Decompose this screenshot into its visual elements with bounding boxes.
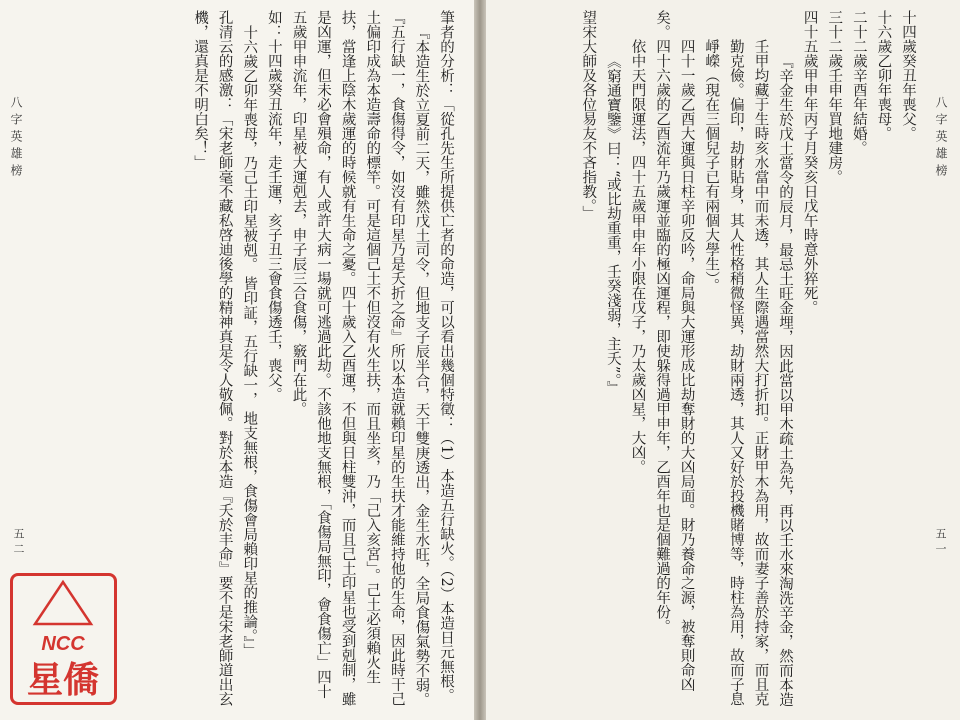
running-head-right: 八字英雄榜: [934, 96, 948, 181]
stamp-brand-zh: 星僑: [26, 660, 100, 701]
ncc-logo-icon: [13, 576, 114, 702]
right-page-text: [524, 10, 920, 710]
left-page: [0, 0, 474, 720]
page-number-left: 五二: [12, 528, 25, 558]
right-page: [486, 0, 960, 720]
stamp-brand-en: NCC: [41, 633, 85, 655]
luck-cycle-analysis: 四十一歲乙酉大運與日柱辛卯反吟，命局與大運形成比劫奪財的大凶局面。財乃養命之源，被奪則命凶矣。四十六歲的乙酉流年乃歲運並臨的極凶運程，即使躲得過甲申年，乙酉年也是個難過的年份。: [654, 10, 695, 692]
life-event-5: 四十五歲甲申年丙子月癸亥日戊午時意外猝死。: [801, 10, 818, 315]
life-event-4: 三十二歲壬申年買地建房。: [826, 10, 843, 184]
analysis-conclusion: 十六歲乙卯年喪母，乃己土印星被剋。 皆印証，五行缺一， 地支無根，食傷會局賴印星的推論。』」: [241, 24, 258, 658]
closing-request: 望宋大師及各位易友不吝指教。」: [580, 10, 597, 221]
chart-reading: 『辛金生於戊土當令的辰月，最忌土旺金埋，因此當以甲木疏土為先，再以壬水來淘洗辛金，然而本造壬甲均藏于生時亥水當中而未透，其人生際遇當然大打折扣。正財甲木為用，故而妻子善於持家，而且克勤克儉。偏印，劫財貼身，其人性格稍微怪異，劫財兩透，其人又好於投機賭博等，時柱為用，故而子息崢嶸（現在三個兒子已有兩個大學生）。: [703, 39, 794, 706]
book-gutter: [474, 0, 486, 720]
life-event-1: 十四歲癸丑年喪父。: [900, 10, 916, 141]
classic-quote: 《窮通寶鑒》曰：“或比劫重重，壬癸淺弱，主夭”。』: [604, 53, 621, 395]
analysis-example: 如：十四歲癸丑流年，走壬運，亥子丑三會食傷透壬，喪父。: [265, 10, 282, 402]
reader-thanks: 孔清云的感激：「宋老師毫不藏私啓迪後學的精神真是令人敬佩。對於本造『夭於丰命』要不是宋老師道出玄機，還真是不明白矣！」: [192, 10, 233, 706]
life-event-3: 二十二歲辛酉年結婚。: [850, 10, 867, 155]
minor-limit-method: 依中天門限運法，四十五歲甲申年小限在戊子，乃太歲凶星，大凶。: [629, 39, 646, 474]
running-head-left: 八字英雄榜: [9, 96, 23, 181]
life-event-2: 十六歲乙卯年喪母。: [875, 10, 892, 141]
ncc-logo-stamp: [10, 573, 117, 705]
analysis-body: 『本造生於立夏前二天，雖然戊土司令，但地支子辰半合，天干雙庚透出，金生水旺，全局食傷氣勢不弱。『五行缺一，食傷得令，如沒有印星乃是夭折之命』所以本造就賴印星的生扶才能維持他的生命，因此時干己土偏印成為本造壽命的標竿。可是這個己土不但沒有火生扶，而且坐亥，乃「己入亥宮」。己土必須賴火生扶，當逢上陰木歲運的時候就有生命之憂。四十歲入乙酉運，不但與日柱雙沖，而且己土印星也受到剋制，雖是凶運，但未必會殞命，有人或許大病一場就可逃過此劫。不該他地支無根，「食傷局無印，會食傷亡」四十五歲甲申流年，印星被大運剋去，申子辰三合食傷，竅門在此。: [290, 10, 430, 706]
page-number-right: 五一: [934, 528, 947, 558]
analysis-intro: 筆者的分析：「從孔先生所提供亡者的命造，可以看出幾個特徵：（1）本造五行缺火。（2）本造日元無根。: [438, 10, 454, 703]
